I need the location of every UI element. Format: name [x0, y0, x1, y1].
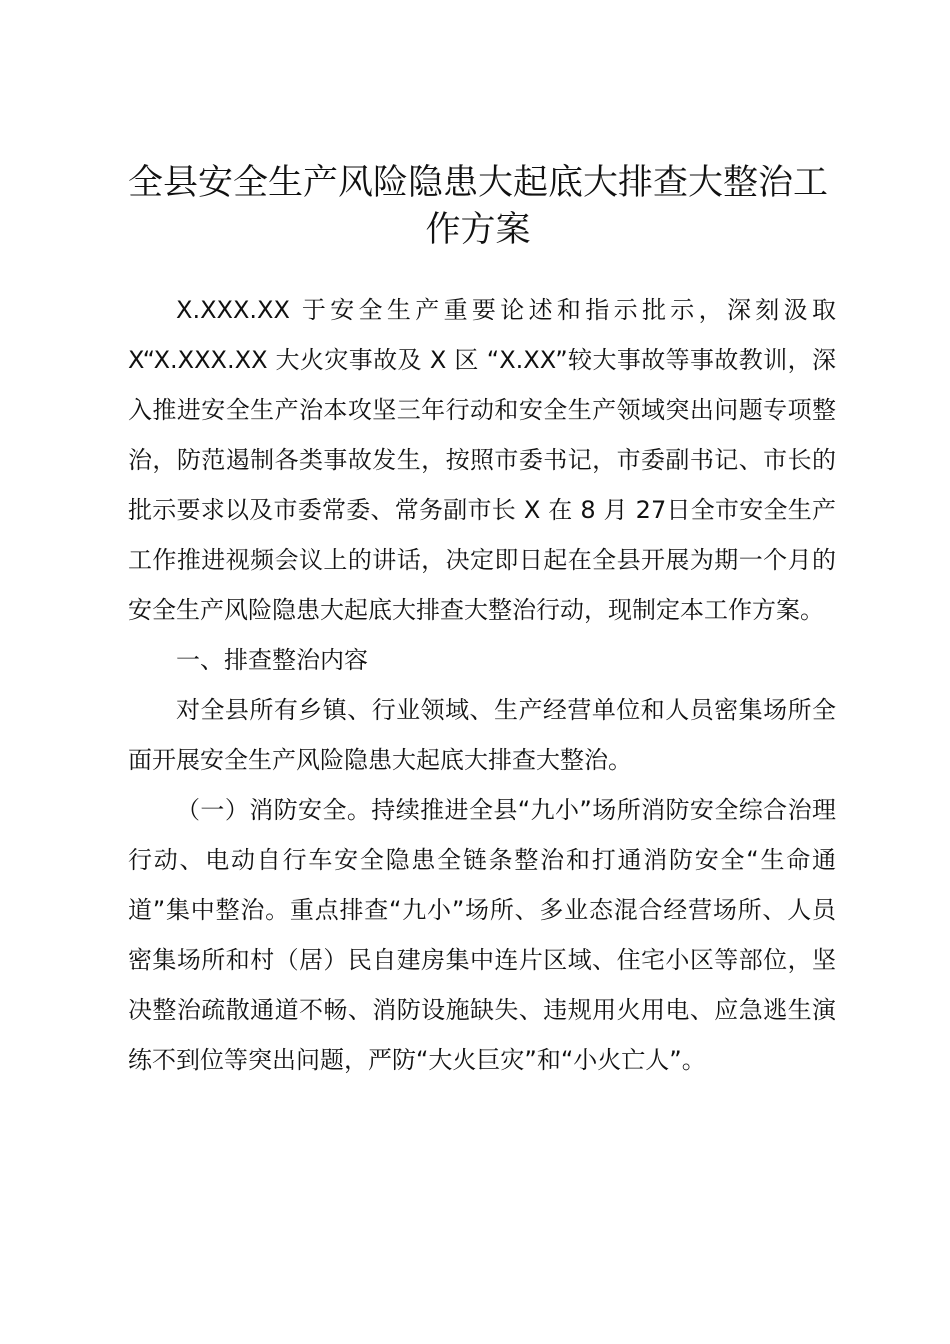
document-title: 全县安全生产风险隐患大起底大排查大整治工作方案 [127, 163, 828, 250]
scope-paragraph: 对全县所有乡镇、行业领域、生产经营单位和人员密集场所全面开展安全生产风险隐患大起底大排查大整治。 [128, 696, 836, 774]
fire-safety-paragraph: （一）消防安全。持续推进全县“九小”场所消防安全综合治理行动、电动自行车安全隐患全链条整治和打通消防安全“生命通道”集中整治。重点排查“九小”场所、多业态混合经营场所、人员密集场所和村（居）民自建房集中连片区域、住宅小区等部位，坚决整治疏散通道不畅、消防设施缺失、违规用火用电、应急逃生演练不到位等突出问题，严防“大火巨灾”和“小火亡人”。 [128, 796, 836, 1074]
section-heading: 一、排查整治内容 [176, 646, 368, 674]
intro-paragraph: X.XXX.XX 于安全生产重要论述和指示批示，深刻汲取X“X.XXX.XX 大火灾事故及 X 区 “X.XX”较大事故等事故教训，深入推进安全生产治本攻坚三年行动和安全生产领域突出问题专项整治，防范遏制各类事故发生，按照市委书记，市委副书记、市长的批示要求以及市委常委、常务副市长 X 在 8 月 27日全市安全生产工作推进视频会议上的讲话，决定即日起在全县开展为期一个月的安全生产风险隐患大起底大排查大整治行动，现制定本工作方案。 [128, 296, 836, 624]
document-body [128, 285, 836, 1085]
